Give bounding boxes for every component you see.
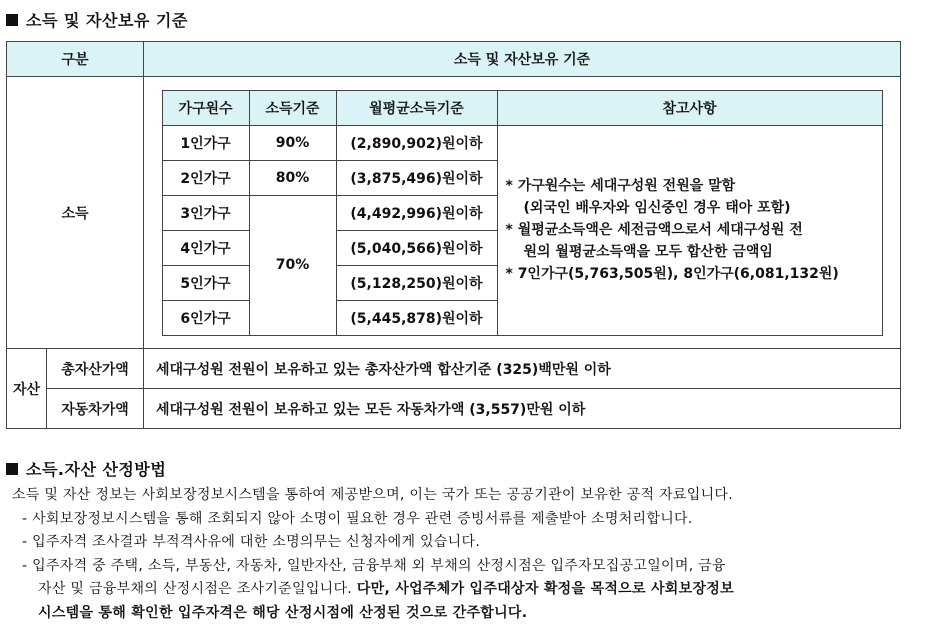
income-ratio: 90% [249,125,336,160]
household-size: 4인가구 [162,230,249,265]
section-title-criteria: 소득 및 자산보유 기준 [6,8,188,31]
note-line: * 7인가구(5,763,505원), 8인가구(6,081,132원) [505,266,839,282]
monthly-income: (4,492,996)원이하 [336,195,497,230]
household-size: 6인가구 [162,300,249,335]
total-asset-criteria: 세대구성원 전원이 보유하고 있는 총자산가액 합산기준 (325)백만원 이하 [144,349,901,389]
intro-text: 소득 및 자산 정보는 사회보장정보시스템을 통하여 제공받으며, 이는 국가 또는 공공기관이 보유한 공적 자료입니다. [12,487,733,503]
inner-header-notes: 참고사항 [497,90,882,125]
income-criteria-cell [144,77,901,349]
household-size: 1인가구 [162,125,249,160]
bullet-text: - 입주자격 조사결과 부적격사유에 대한 소명의무는 신청자에게 있습니다. [22,534,481,550]
vehicle-asset-criteria: 세대구성원 전원이 보유하고 있는 모든 자동차가액 (3,557)만원 이하 [144,389,901,429]
method-description [12,484,912,625]
criteria-table [6,41,901,429]
household-size: 5인가구 [162,265,249,300]
inner-header-amount: 월평균소득기준 [336,90,497,125]
header-category: 구분 [7,42,144,77]
note-line: * 월평균소득액은 세전금액으로서 세대구성원 전 [505,222,803,238]
note-line: 원의 월평균소득액을 모두 합산한 금액임 [523,244,773,260]
bullet-text: - 사회보장정보시스템을 통해 조회되지 않아 소명이 필요한 경우 관련 증빙서류를 제출받아 소명처리합니다. [22,510,693,527]
monthly-income: (5,128,250)원이하 [336,265,497,300]
notes-cell [497,125,882,335]
income-ratio: 70% [249,195,336,335]
household-size: 2인가구 [162,160,249,195]
monthly-income: (5,040,566)원이하 [336,230,497,265]
bullet-text-bold: 시스템을 통해 확인한 입주자격은 해당 산정시점에 산정된 것으로 간주합니다. [38,604,528,621]
monthly-income: (5,445,878)원이하 [336,300,497,335]
table-row [162,125,882,160]
asset-label: 자산 [7,349,47,429]
square-bullet-icon [6,463,18,475]
square-bullet-icon [6,14,18,26]
section-title-method: 소득.자산 산정방법 [6,457,166,480]
note-line: * 가구원수는 세대구성원 전원을 말함 [505,178,736,194]
income-label: 소득 [7,77,144,349]
bullet-text: - 입주자격 중 주택, 소득, 부동산, 자동차, 일반자산, 금융부채 외 부채의 산정시점은 입주자모집공고일이며, 금융 [22,557,726,574]
household-size: 3인가구 [162,195,249,230]
monthly-income: (2,890,902)원이하 [336,125,497,160]
total-asset-label: 총자산가액 [47,349,144,389]
income-table [162,90,883,336]
header-criteria: 소득 및 자산보유 기준 [144,42,901,77]
note-line: (외국인 배우자와 임신중인 경우 태아 포함) [523,200,791,216]
inner-header-ratio: 소득기준 [249,90,336,125]
income-ratio: 80% [249,160,336,195]
monthly-income: (3,875,496)원이하 [336,160,497,195]
vehicle-asset-label: 자동차가액 [47,389,144,429]
bullet-text-continued: 자산 및 금융부채의 산정시점은 조사기준일입니다. 다만, 사업주체가 입주대상자 확정을 목적으로 사회보장정보 [38,581,734,597]
inner-header-household: 가구원수 [162,90,249,125]
